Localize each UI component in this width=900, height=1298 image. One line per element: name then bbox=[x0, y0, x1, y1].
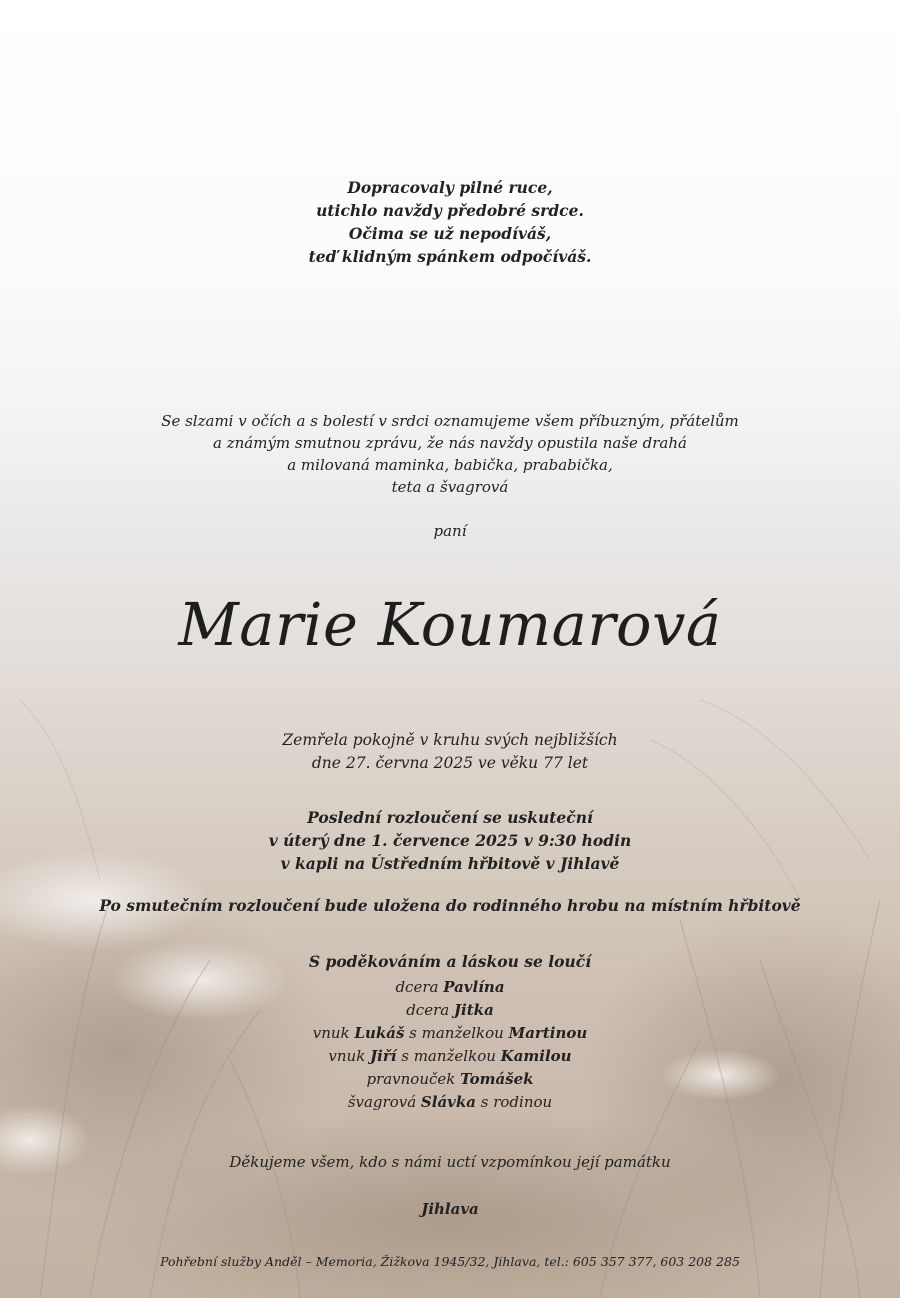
city-name: Jihlava bbox=[421, 1200, 479, 1218]
announcement-line: Se slzami v očích a s bolestí v srdci oznamujeme všem příbuzným, přátelům bbox=[161, 412, 739, 430]
ceremony-line: v kapli na Ústředním hřbitově v Jihlavě bbox=[280, 854, 620, 873]
poem-line: Dopracovaly pilné ruce, bbox=[347, 178, 553, 197]
mourner-line: švagrová Slávka s rodinou bbox=[347, 1093, 553, 1111]
announcement-line: a známým smutnou zprávu, že nás navždy opustila naše drahá bbox=[213, 434, 687, 452]
ceremony-line: v úterý dne 1. července 2025 v 9:30 hodin bbox=[268, 831, 632, 850]
mourner-line: vnuk Jiří s manželkou Kamilou bbox=[328, 1047, 572, 1065]
poem-line: utichlo navždy předobré srdce. bbox=[316, 201, 584, 220]
death-info-line: dne 27. června 2025 ve věku 77 let bbox=[311, 754, 589, 772]
death-info-line: Zemřela pokojně v kruhu svých nejbližších bbox=[282, 731, 618, 749]
death-info bbox=[0, 729, 900, 775]
title-prefix: paní bbox=[433, 522, 467, 540]
mourner-line: vnuk Lukáš s manželkou Martinou bbox=[312, 1024, 588, 1042]
ceremony-line: Poslední rozloučení se uskuteční bbox=[307, 808, 593, 827]
mourners-list bbox=[0, 976, 900, 1114]
funeral-service-footer: Pohřební služby Anděl – Memoria, Žižkova 1945/32, Jihlava, tel.: 605 357 377, 603 208 285 bbox=[160, 1254, 740, 1269]
mourner-line: dcera Pavlína bbox=[395, 978, 505, 996]
announcement-line: a milovaná maminka, babička, prababička, bbox=[287, 456, 613, 474]
poem-line: Očima se už nepodíváš, bbox=[348, 224, 552, 243]
poem-line: teď klidným spánkem odpočíváš. bbox=[308, 247, 592, 266]
thanks-to-all: Děkujeme všem, kdo s námi uctí vzpomínkou její památku bbox=[229, 1153, 671, 1171]
mourner-line: pravnouček Tomášek bbox=[366, 1070, 534, 1088]
mourner-line: dcera Jitka bbox=[406, 1001, 494, 1019]
memorial-poem bbox=[0, 176, 900, 268]
death-announcement bbox=[0, 410, 900, 498]
deceased-name: Marie Koumarová bbox=[178, 590, 722, 659]
farewell-heading: S poděkováním a láskou se loučí bbox=[308, 952, 592, 971]
announcement-line: teta a švagrová bbox=[391, 478, 509, 496]
burial-note: Po smutečním rozloučení bude uložena do rodinného hrobu na místním hřbitově bbox=[99, 896, 801, 915]
ceremony-info bbox=[0, 806, 900, 875]
